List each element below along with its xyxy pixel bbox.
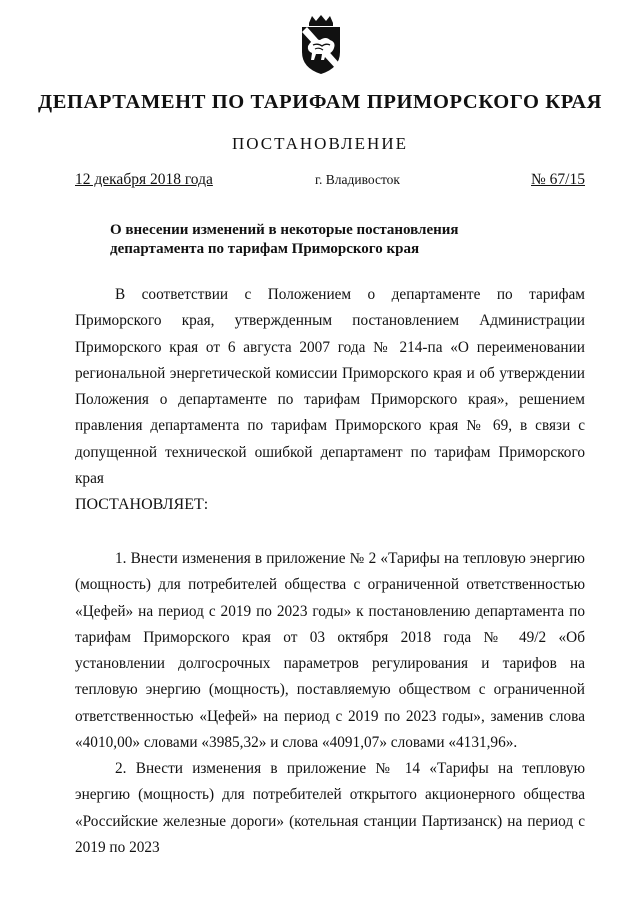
document-meta — [75, 171, 585, 193]
coat-of-arms-icon — [296, 14, 346, 76]
intro-paragraph: В соответствии с Положением о департаменте по тарифам Приморского края, утвержденным постановлением Администрации Приморского края от 6 августа 2007 года № 214-па «О переименовании региональной энергетической комиссии Приморского края и об утверждении Положения о департаменте по тарифам Приморского края», решением правления департамента по тарифам Приморского края № 69, в связи с допущенной технической ошибкой департамент по тарифам Приморского края — [75, 286, 585, 488]
document-type: ПОСТАНОВЛЕНИЕ — [231, 134, 408, 153]
document-date: 12 декабря 2018 года — [75, 171, 213, 188]
document-number: № 67/15 — [531, 171, 585, 188]
decree-heading: ПОСТАНОВЛЯЕТ: — [75, 496, 209, 513]
subject-line-2: департамента по тарифам Приморского края — [110, 241, 420, 257]
subject-line-1: О внесении изменений в некоторые постановления — [110, 222, 459, 238]
document-city: г. Владивосток — [315, 172, 400, 187]
department-title: ДЕПАРТАМЕНТ ПО ТАРИФАМ ПРИМОРСКОГО КРАЯ — [37, 91, 603, 113]
clause-1: 1. Внести изменения в приложение № 2 «Тарифы на тепловую энергию (мощность) для потребителей общества с ограниченной ответственностью «Цефей» на период с 2019 по 2023 годы» к постановлению департамента по тарифам Приморского края от 03 октября 2018 года № 49/2 «Об установлении долгосрочных параметров регулирования и тарифов на тепловую энергию (мощность), поставляемую обществом с ограниченной ответственностью «Цефей» на период с 2019 по 2023 годы», заменив слова «4010,00» словами «3985,32» и слова «4091,07» словами «4131,96». — [75, 550, 585, 752]
document-subject — [110, 221, 570, 259]
clause-2: 2. Внести изменения в приложение № 14 «Тарифы на тепловую энергию (мощность) для потребителей открытого акционерного общества «Российские железные дороги» (котельная станции Партизанск) на период с 2019 по 2023 — [75, 760, 585, 856]
